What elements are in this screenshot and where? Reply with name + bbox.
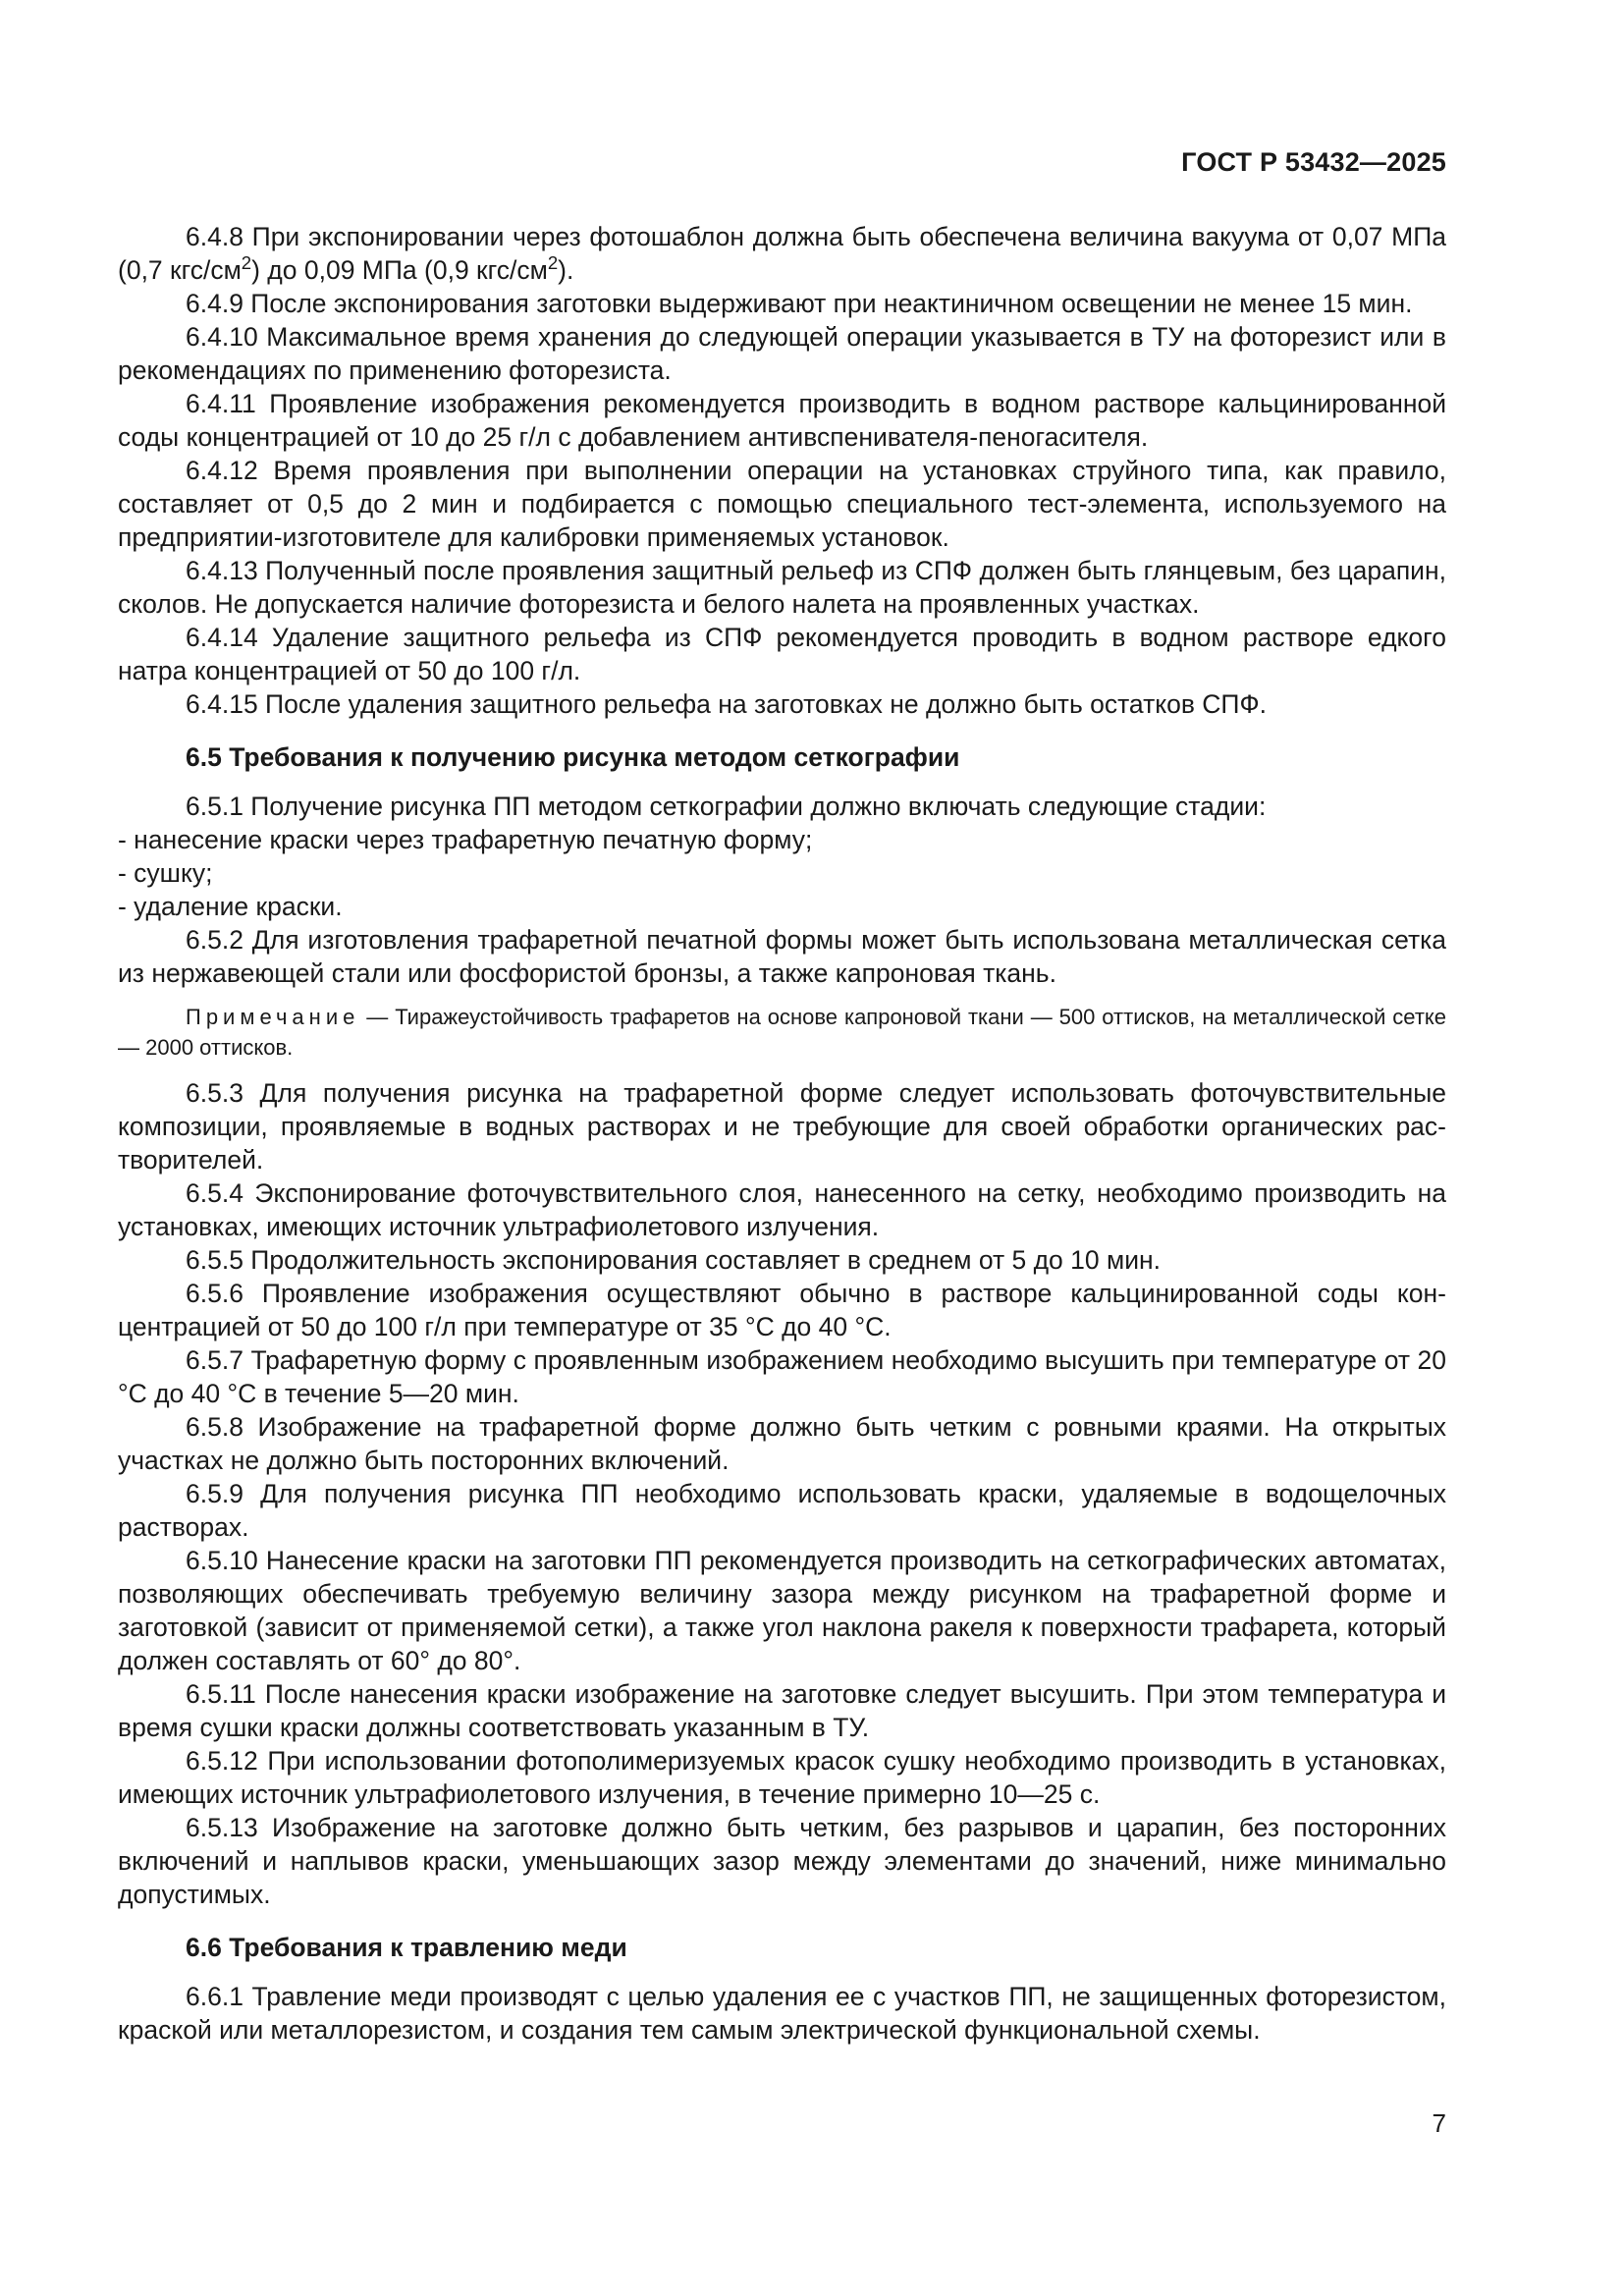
- paragraph-6-5-8: 6.5.8 Изображение на трафаретной форме должно быть четким с ровными краями. На открытых участках не должно быть посторонних включений.: [118, 1412, 1446, 1475]
- paragraph-6-4-9: 6.4.9 После экспонирования заготовки выдерживают при неактиничном освещении не менее 15 мин.: [186, 289, 1413, 318]
- paragraph-6-4-14: 6.4.14 Удаление защитного рельефа из СПФ рекомендуется проводить в водном растворе едкого натра концентрацией от 50 до 100 г/л.: [118, 623, 1446, 685]
- page-number: 7: [1432, 2108, 1446, 2138]
- paragraph-6-6-1: 6.6.1 Травление меди производят с целью удаления ее с участков ПП, не защищенных фоторезистом, краской или металлорезистом, и создания тем самым электрической функциональной схемы.: [118, 1982, 1446, 2045]
- document-standard-number: ГОСТ Р 53432—2025: [1181, 147, 1446, 177]
- paragraph-6-5-4: 6.5.4 Экспонирование фоточувствительного слоя, нанесенного на сетку, необходимо производить на установках, имеющих источник ультрафиолетового излучения.: [118, 1178, 1446, 1241]
- paragraph-6-5-9: 6.5.9 Для получения рисунка ПП необходимо использовать краски, удаляемые в водощелочных растворах.: [118, 1479, 1446, 1542]
- section-heading-6-5: 6.5 Требования к получению рисунка методом сеткографии: [186, 742, 960, 772]
- paragraph-6-5-2: 6.5.2 Для изготовления трафаретной печатной формы может быть использована металлическая сетка из нержавеющей стали или фосфористой бронзы, а также капроновая ткань.: [118, 925, 1446, 988]
- note-label: Примечание: [186, 1005, 360, 1029]
- superscript: 2: [241, 252, 252, 274]
- paragraph-6-4-15: 6.4.15 После удаления защитного рельефа на заготовках не должно быть остатков СПФ.: [186, 689, 1267, 719]
- paragraph-6-5-1: 6.5.1 Получение рисунка ПП методом сеткографии должно включать следующие стадии:: [186, 792, 1267, 821]
- paragraph-6-4-11: 6.4.11 Проявление изображения рекомендуется производить в водном растворе кальцинированной соды концентрацией от 10 до 25 г/л с добавлением антивспенивателя-пеногасителя.: [118, 389, 1446, 452]
- list-item: - удаление краски.: [118, 892, 343, 921]
- paragraph-6-5-11: 6.5.11 После нанесения краски изображение на заготовке следует высушить. При этом температура и время сушки краски должны соответствовать указанным в ТУ.: [118, 1679, 1446, 1742]
- note: [118, 1002, 1446, 1063]
- paragraph-6-5-10: 6.5.10 Нанесение краски на заготовки ПП рекомендуется производить на сеткографических автоматах, позволяющих обеспечивать требуемую величину зазора между рисунком на трафаретной форме и заготовкой (зависит от применяемой сетки), а также угол наклона ракеля к поверхности трафарета, который должен составлять от 60° до 80°.: [118, 1546, 1446, 1675]
- paragraph-6-5-13: 6.5.13 Изображение на заготовке должно быть четким, без разрывов и царапин, без посторонних включений и наплывов краски, уменьшающих зазор между элементами до значений, ниже минимально допустимых.: [118, 1813, 1446, 1909]
- paragraph-6-4-8: 6.4.8 При экспонировании через фотошаблон должна быть обеспечена величина вакуума от 0,07 МПа (0,7 кгс/$см^2$) до 0,09 МПа (0,9 кгс/$см^2$).: [118, 222, 1446, 285]
- paragraph-6-5-7: 6.5.7 Трафаретную форму с проявленным изображением необходимо высушить при температуре от 20 °С до 40 °С в течение 5—20 мин.: [118, 1345, 1446, 1408]
- note-text: — Тиражеустойчивость трафаретов на основе капроновой ткани — 500 оттисков, на металлической сетке — 2000 оттисков.: [118, 1005, 1446, 1060]
- section-heading-6-6: 6.6 Требования к травлению меди: [186, 1933, 627, 1962]
- superscript: 2: [547, 252, 559, 274]
- list-item: - сушку;: [118, 858, 213, 888]
- list-item: - нанесение краски через трафаретную печатную форму;: [118, 825, 813, 854]
- paragraph-6-5-6: 6.5.6 Проявление изображения осуществляют обычно в растворе кальцинированной соды концентрацией от 50 до 100 г/л при температуре от 35 °С до 40 °С.: [118, 1279, 1446, 1341]
- paragraph-6-4-10: 6.4.10 Максимальное время хранения до следующей операции указывается в ТУ на фоторезист или в рекомендациях по применению фоторезиста.: [118, 322, 1446, 385]
- paragraph-6-4-13: 6.4.13 Полученный после проявления защитный рельеф из СПФ должен быть глянцевым, без царапин, сколов. Не допускается наличие фоторезиста и белого налета на проявленных участках.: [118, 556, 1446, 619]
- document-body: [118, 220, 1446, 2047]
- paragraph-6-4-12: 6.4.12 Время проявления при выполнении операции на установках струйного типа, как правило, составляет от 0,5 до 2 мин и подбирается с помощью специального тест-элемента, используемого на предприятии-изготовителе для калибровки применяемых установок.: [118, 456, 1446, 552]
- paragraph-6-5-3: 6.5.3 Для получения рисунка на трафаретной форме следует использовать фоточувствительные композиции, проявляемые в водных растворах и не требующие для своей обработки органических растворителей.: [118, 1078, 1446, 1175]
- paragraph-6-5-5: 6.5.5 Продолжительность экспонирования составляет в среднем от 5 до 10 мин.: [186, 1245, 1162, 1275]
- paragraph-6-5-12: 6.5.12 При использовании фотополимеризуемых красок сушку необходимо производить в установках, имеющих источник ультрафиолетового излучения, в течение примерно 10—25 с.: [118, 1746, 1446, 1809]
